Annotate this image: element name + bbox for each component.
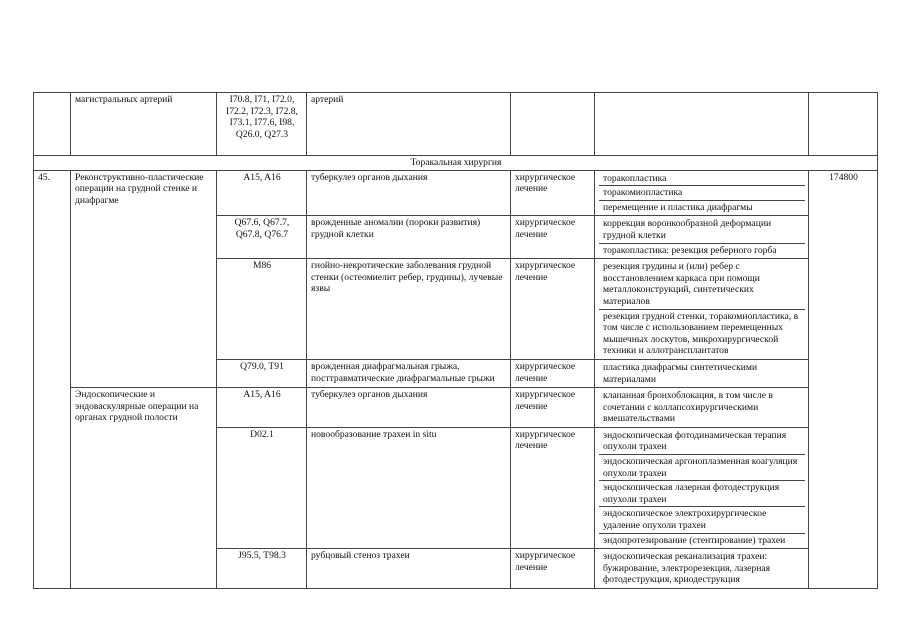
treatment-method: резекция грудной стенки, торакомиопластика, в том числе с использованием перемещенных мышечных лоскутов, микрохирургической техники и аллотрансплантатов <box>603 310 799 357</box>
cost-cell: 174800 <box>809 170 878 588</box>
treatment-methods-cell <box>595 170 809 216</box>
section-title: Торакальная хирургия <box>34 156 878 171</box>
row-number-cell: 45. <box>34 170 71 588</box>
icd-codes-cell: Q79.0, T91 <box>217 359 307 387</box>
treatment-type-cell: хирургическое лечение <box>511 427 595 548</box>
treatment-methods-cell <box>595 359 809 387</box>
treatment-type-cell: хирургическое лечение <box>511 549 595 589</box>
treatment-method: торакопластика <box>599 172 805 187</box>
icd-codes-cell: A15, A16 <box>217 388 307 428</box>
treatment-methods-cell <box>595 216 809 259</box>
patient-model-cell: новообразование трахеи in situ <box>307 427 511 548</box>
icd-codes-cell: M86 <box>217 259 307 360</box>
treatment-type-cell: хирургическое лечение <box>511 170 595 216</box>
icd-codes-cell: A15, A16 <box>217 170 307 216</box>
patient-model-cell: врожденная диафрагмальная грыжа, посттравматические диафрагмальные грыжи <box>307 359 511 387</box>
treatment-type-cell <box>511 93 595 156</box>
treatment-type-cell: хирургическое лечение <box>511 259 595 360</box>
cost-cell <box>809 93 878 156</box>
treatment-method: перемещение и пластика диафрагмы <box>603 201 753 213</box>
treatment-method: пластика диафрагмы синтетическими материалами <box>603 361 758 385</box>
treatment-type-cell: хирургическое лечение <box>511 359 595 387</box>
icd-codes-cell: Q67.6, Q67.7, Q67.8, Q76.7 <box>217 216 307 259</box>
treatment-method: эндоскопическое электрохирургическое удаление опухоли трахеи <box>599 507 805 533</box>
treatment-type-cell: хирургическое лечение <box>511 216 595 259</box>
treatment-method: эндоскопическая аргоноплазменная коагуляция опухоли трахеи <box>599 455 805 481</box>
item-rows <box>34 170 878 588</box>
patient-model-cell: туберкулез органов дыхания <box>307 170 511 216</box>
table-row <box>34 388 878 428</box>
treatment-method: резекция грудины и (или) ребер с восстановлением каркаса при помощи металлоконструкций, синтетических материалов <box>599 260 805 309</box>
medical-care-table <box>33 92 878 589</box>
patient-model-cell: туберкулез органов дыхания <box>307 388 511 428</box>
treatment-method: эндопротезирование (стентирование) трахеи <box>603 534 786 546</box>
treatment-method: эндоскопическая фотодинамическая терапия опухоли трахеи <box>599 429 805 455</box>
intervention-name-cell: магистральных артерий <box>71 93 217 156</box>
intervention-name-cell: Эндоскопические и эндоваскулярные операции на органах грудной полости <box>71 388 217 589</box>
icd-codes-cell: I70.8, I71, I72.0, I72.2, I72.3, I72.8, I73.1, I77.6, I98, Q26.0, Q27.3 <box>217 93 307 156</box>
icd-codes-cell: J95.5, T98.3 <box>217 549 307 589</box>
treatment-methods-cell <box>595 259 809 360</box>
treatment-methods-cell <box>595 388 809 428</box>
patient-model-cell: рубцовый стеноз трахеи <box>307 549 511 589</box>
treatment-method: эндоскопическая реканализация трахеи: бужирование, электрорезекция, лазерная фотодеструкция, криодеструкция <box>603 551 771 586</box>
table-row <box>34 93 878 156</box>
patient-model-cell: гнойно-некротические заболевания грудной стенки (остеомиелит ребер, грудины), лучевые язвы <box>307 259 511 360</box>
patient-model-cell: артерий <box>307 93 511 156</box>
treatment-method: клапанная бронхоблокация, в том числе в сочетании с коллапсохирургическими вмешательствами <box>603 390 773 425</box>
treatment-methods-cell <box>595 427 809 548</box>
intervention-name-cell: Реконструктивно-пластические операции на грудной стенке и диафрагме <box>71 170 217 388</box>
treatment-method: эндоскопическая лазерная фотодеструкция опухоли трахеи <box>599 481 805 507</box>
section-row <box>34 156 878 171</box>
treatment-method: торакомиопластика <box>599 186 805 201</box>
icd-codes-cell: D02.1 <box>217 427 307 548</box>
treatment-method-cell <box>595 93 809 156</box>
treatment-method: коррекция воронкообразной деформации грудной клетки <box>599 217 805 243</box>
table-row <box>34 170 878 216</box>
treatment-type-cell: хирургическое лечение <box>511 388 595 428</box>
treatment-methods-cell <box>595 549 809 589</box>
treatment-method: торакопластика: резекция реберного горба <box>603 244 777 256</box>
patient-model-cell: врожденные аномалии (пороки развития) грудной клетки <box>307 216 511 259</box>
row-number-cell <box>34 93 71 156</box>
